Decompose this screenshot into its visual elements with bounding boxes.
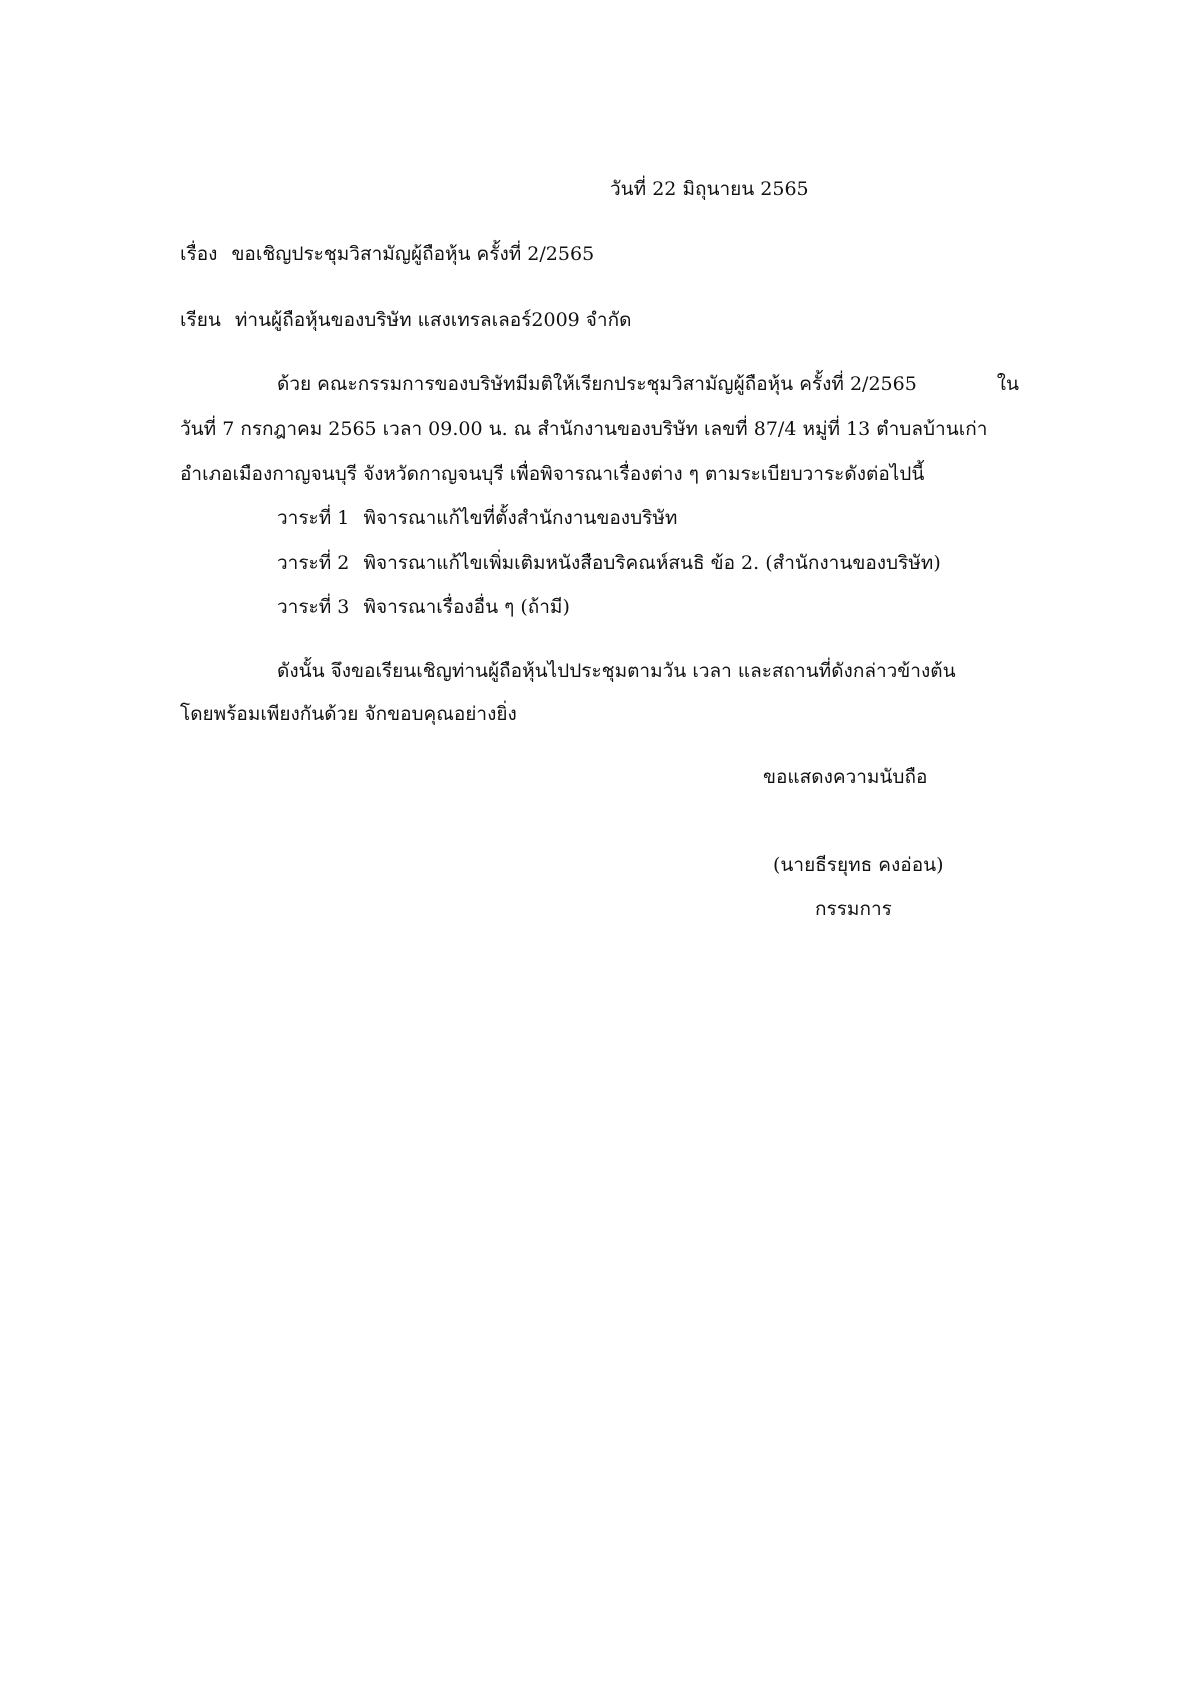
body-paragraph-1-line-1 <box>277 373 1019 396</box>
closing-salutation: ขอแสดงความนับถือ <box>763 766 928 788</box>
subject-line <box>180 243 594 266</box>
agenda-item <box>277 507 677 530</box>
agenda-item-label: วาระที่ 2 <box>277 552 350 574</box>
body-paragraph-2-line-1: ดังนั้น จึงขอเรียนเชิญท่านผู้ถือหุ้นไปประชุมตามวัน เวลา และสถานที่ดังกล่าวข้างต้น <box>277 660 956 682</box>
agenda-item <box>277 596 570 619</box>
body-paragraph-1-line-2: วันที่ 7 กรกฎาคม 2565 เวลา 09.00 น. ณ สำนักงานของบริษัท เลขที่ 87/4 หมู่ที่ 13 ตำบลบ้านเก่า <box>180 418 988 440</box>
agenda-item <box>277 552 941 575</box>
agenda-item-text: พิจารณาแก้ไขที่ตั้งสำนักงานของบริษัท <box>363 507 678 529</box>
signer-name: (นายธีรยุทธ คงอ่อน) <box>773 854 944 876</box>
body-paragraph-2-line-2: โดยพร้อมเพียงกันด้วย จักขอบคุณอย่างยิ่ง <box>180 703 517 725</box>
letter-date: วันที่ 22 มิถุนายน 2565 <box>610 178 809 200</box>
agenda-item-text: พิจารณาเรื่องอื่น ๆ (ถ้ามี) <box>363 596 570 618</box>
subject-label: เรื่อง <box>180 243 218 265</box>
body-paragraph-1-line-3: อำเภอเมืองกาญจนบุรี จังหวัดกาญจนบุรี เพื่อพิจารณาเรื่องต่าง ๆ ตามระเบียบวาระดังต่อไปนี้ <box>180 463 925 485</box>
agenda-item-text: พิจารณาแก้ไขเพิ่มเติมหนังสือบริคณห์สนธิ ข้อ 2. (สำนักงานของบริษัท) <box>363 552 941 574</box>
agenda-item-label: วาระที่ 3 <box>277 596 350 618</box>
subject-text: ขอเชิญประชุมวิสามัญผู้ถือหุ้น ครั้งที่ 2/2565 <box>231 243 595 265</box>
recipient-text: ท่านผู้ถือหุ้นของบริษัท แสงเทรลเลอร์2009 จำกัด <box>234 309 632 331</box>
body-paragraph-1-line-1-end: ใน <box>996 373 1019 395</box>
agenda-item-label: วาระที่ 1 <box>277 507 350 529</box>
signer-title: กรรมการ <box>815 898 892 920</box>
recipient-label: เรียน <box>180 309 221 331</box>
recipient-line <box>180 309 631 332</box>
body-paragraph-1-line-1-main: ด้วย คณะกรรมการของบริษัทมีมติให้เรียกประชุมวิสามัญผู้ถือหุ้น ครั้งที่ 2/2565 <box>277 373 917 395</box>
